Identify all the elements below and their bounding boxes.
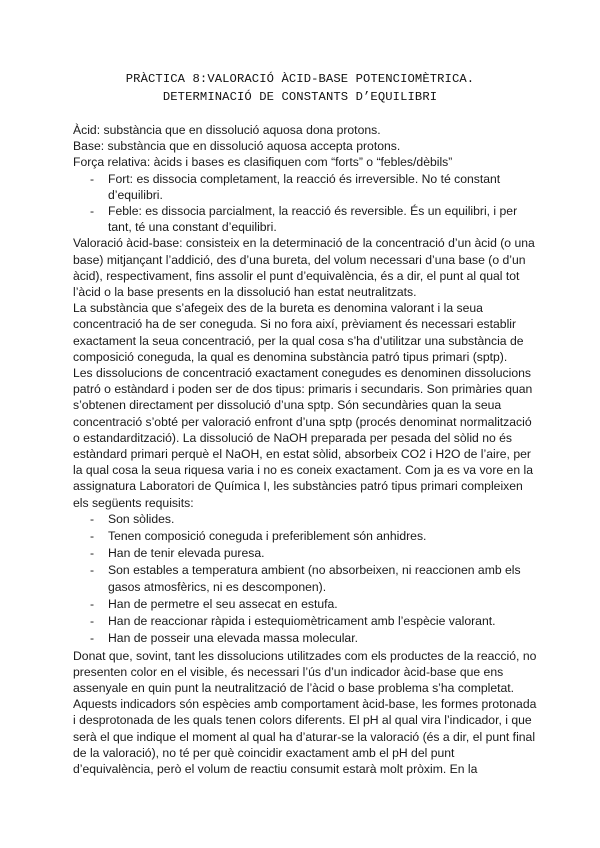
list-item-text: Han de posseir una elevada massa molecular. [108, 631, 358, 646]
paragraph-valoracio: Valoració àcid-base: consisteix en la determinació de la concentració d’un àcid (o una base) mitjançant l’addició, des d’una bureta, del volum necessari d’una base (o d’un àcid), respectivament, fins assolir el punt d’equivalència, és a dir, el punt al qual tot l’àcid o la base presents en la dissolució han estat neutralitzats. [73, 236, 535, 300]
list-item-text: Son sòlides. [108, 511, 175, 526]
list-item [73, 511, 538, 527]
definition-strength: Força relativa: àcids i bases es clasifiquen com “forts” o “febles/dèbils” [73, 155, 453, 170]
list-bullet: - [90, 631, 95, 646]
list-item [73, 528, 538, 544]
list-bullet: - [90, 171, 95, 186]
list-item [73, 203, 538, 235]
definition-acid: Àcid: substància que en dissolució aquosa dona protons. [73, 123, 381, 137]
list-item [73, 596, 538, 612]
strength-list [73, 171, 538, 236]
list-item [73, 630, 538, 646]
document-title [60, 70, 540, 106]
list-bullet: - [90, 546, 95, 561]
list-item-text: Han de reaccionar ràpida i estequiomètricament amb l’espècie valorant. [108, 614, 496, 629]
requirements-list [73, 511, 538, 647]
list-item-text: Han de tenir elevada puresa. [108, 546, 265, 561]
title-line-1: PRÀCTICA 8:VALORACIÓ ÀCID-BASE POTENCIOMÈTRICA. [125, 72, 475, 86]
list-bullet: - [90, 614, 95, 629]
list-item-text: Feble: es dissocia parcialment, la reacció és reversible. És un equilibri, i per tant, té una constant d’equilibri. [108, 204, 518, 235]
list-bullet: - [90, 563, 95, 578]
list-item-text: Fort: es dissocia completament, la reacció és irreversible. No té constant d’equilibri. [108, 171, 501, 202]
list-item [73, 545, 538, 561]
list-item-text: Han de permetre el seu assecat en estufa. [108, 596, 338, 611]
list-item [73, 171, 538, 203]
list-bullet: - [90, 204, 95, 219]
list-item-text: Son estables a temperatura ambient (no absorbeixen, ni reaccionen amb els gasos atmosfèrics, ni es descomponen). [108, 563, 521, 594]
list-bullet: - [90, 596, 95, 611]
paragraph-valorant: La substància que s’afegeix des de la bureta es denomina valorant i la seua concentració ha de ser coneguda. Si no fora així, prèviament és necessari establir exactament la seua concentració, per la qual cosa s’ha d’utilitzar una substància de composició coneguda, la qual es denomina substància patró tipus primari (sptp). [73, 301, 524, 364]
list-item [73, 562, 538, 594]
title-line-2: DETERMINACIÓ DE CONSTANTS D’EQUILIBRI [162, 90, 438, 104]
paragraph-indicador: Donat que, sovint, tant les dissolucions utilitzades com els productes de la reacció, no presenten color en el visible, és necessari l’ús d’un indicador àcid-base que ens assenyale en quin punt la neutralització de l’àcid o base problema s’ha completat. Aquests indicadors són espècies amb comportament àcid-base, les formes protonada i desprotonada de les quals tenen colors diferents. El pH al qual vira l’indicador, i que serà el que indique el moment al qual ha d’aturar-se la valoració (és a dir, el punt final de la valoració), no té per què coincidir exactament amb el pH del punt d’equivalència, però el volum de reactiu consumit estarà molt pròxim. En la [73, 648, 537, 776]
list-bullet: - [90, 529, 95, 544]
document-body [73, 122, 538, 777]
list-bullet: - [90, 511, 95, 526]
paragraph-patro: Les dissolucions de concentració exactament conegudes es denominen dissolucions patró o estàndard i poden ser de dos tipus: primaris i secundaris. Son primàries quan s’obtenen directament per dissolució d’una sptp. Són secundàries quan la seua concentració s’obté per valoració enfront d’una sptp (procés denominat normalització o estandardització). La dissolució de NaOH preparada per pesada del sòlid no és estàndard primari perquè el NaOH, en estat sòlid, absorbeix CO2 i H2O de l’aire, per la qual cosa la seua riquesa varia i no es coneix exactament. Com ja es va vore en la assignatura Laboratori de Química I, les substàncies patró tipus primari compleixen els següents requisits: [73, 366, 533, 510]
definition-base: Base: substància que en dissolució aquosa accepta protons. [73, 139, 401, 154]
list-item-text: Tenen composició coneguda i preferiblement són anhidres. [108, 529, 427, 544]
list-item [73, 613, 538, 629]
